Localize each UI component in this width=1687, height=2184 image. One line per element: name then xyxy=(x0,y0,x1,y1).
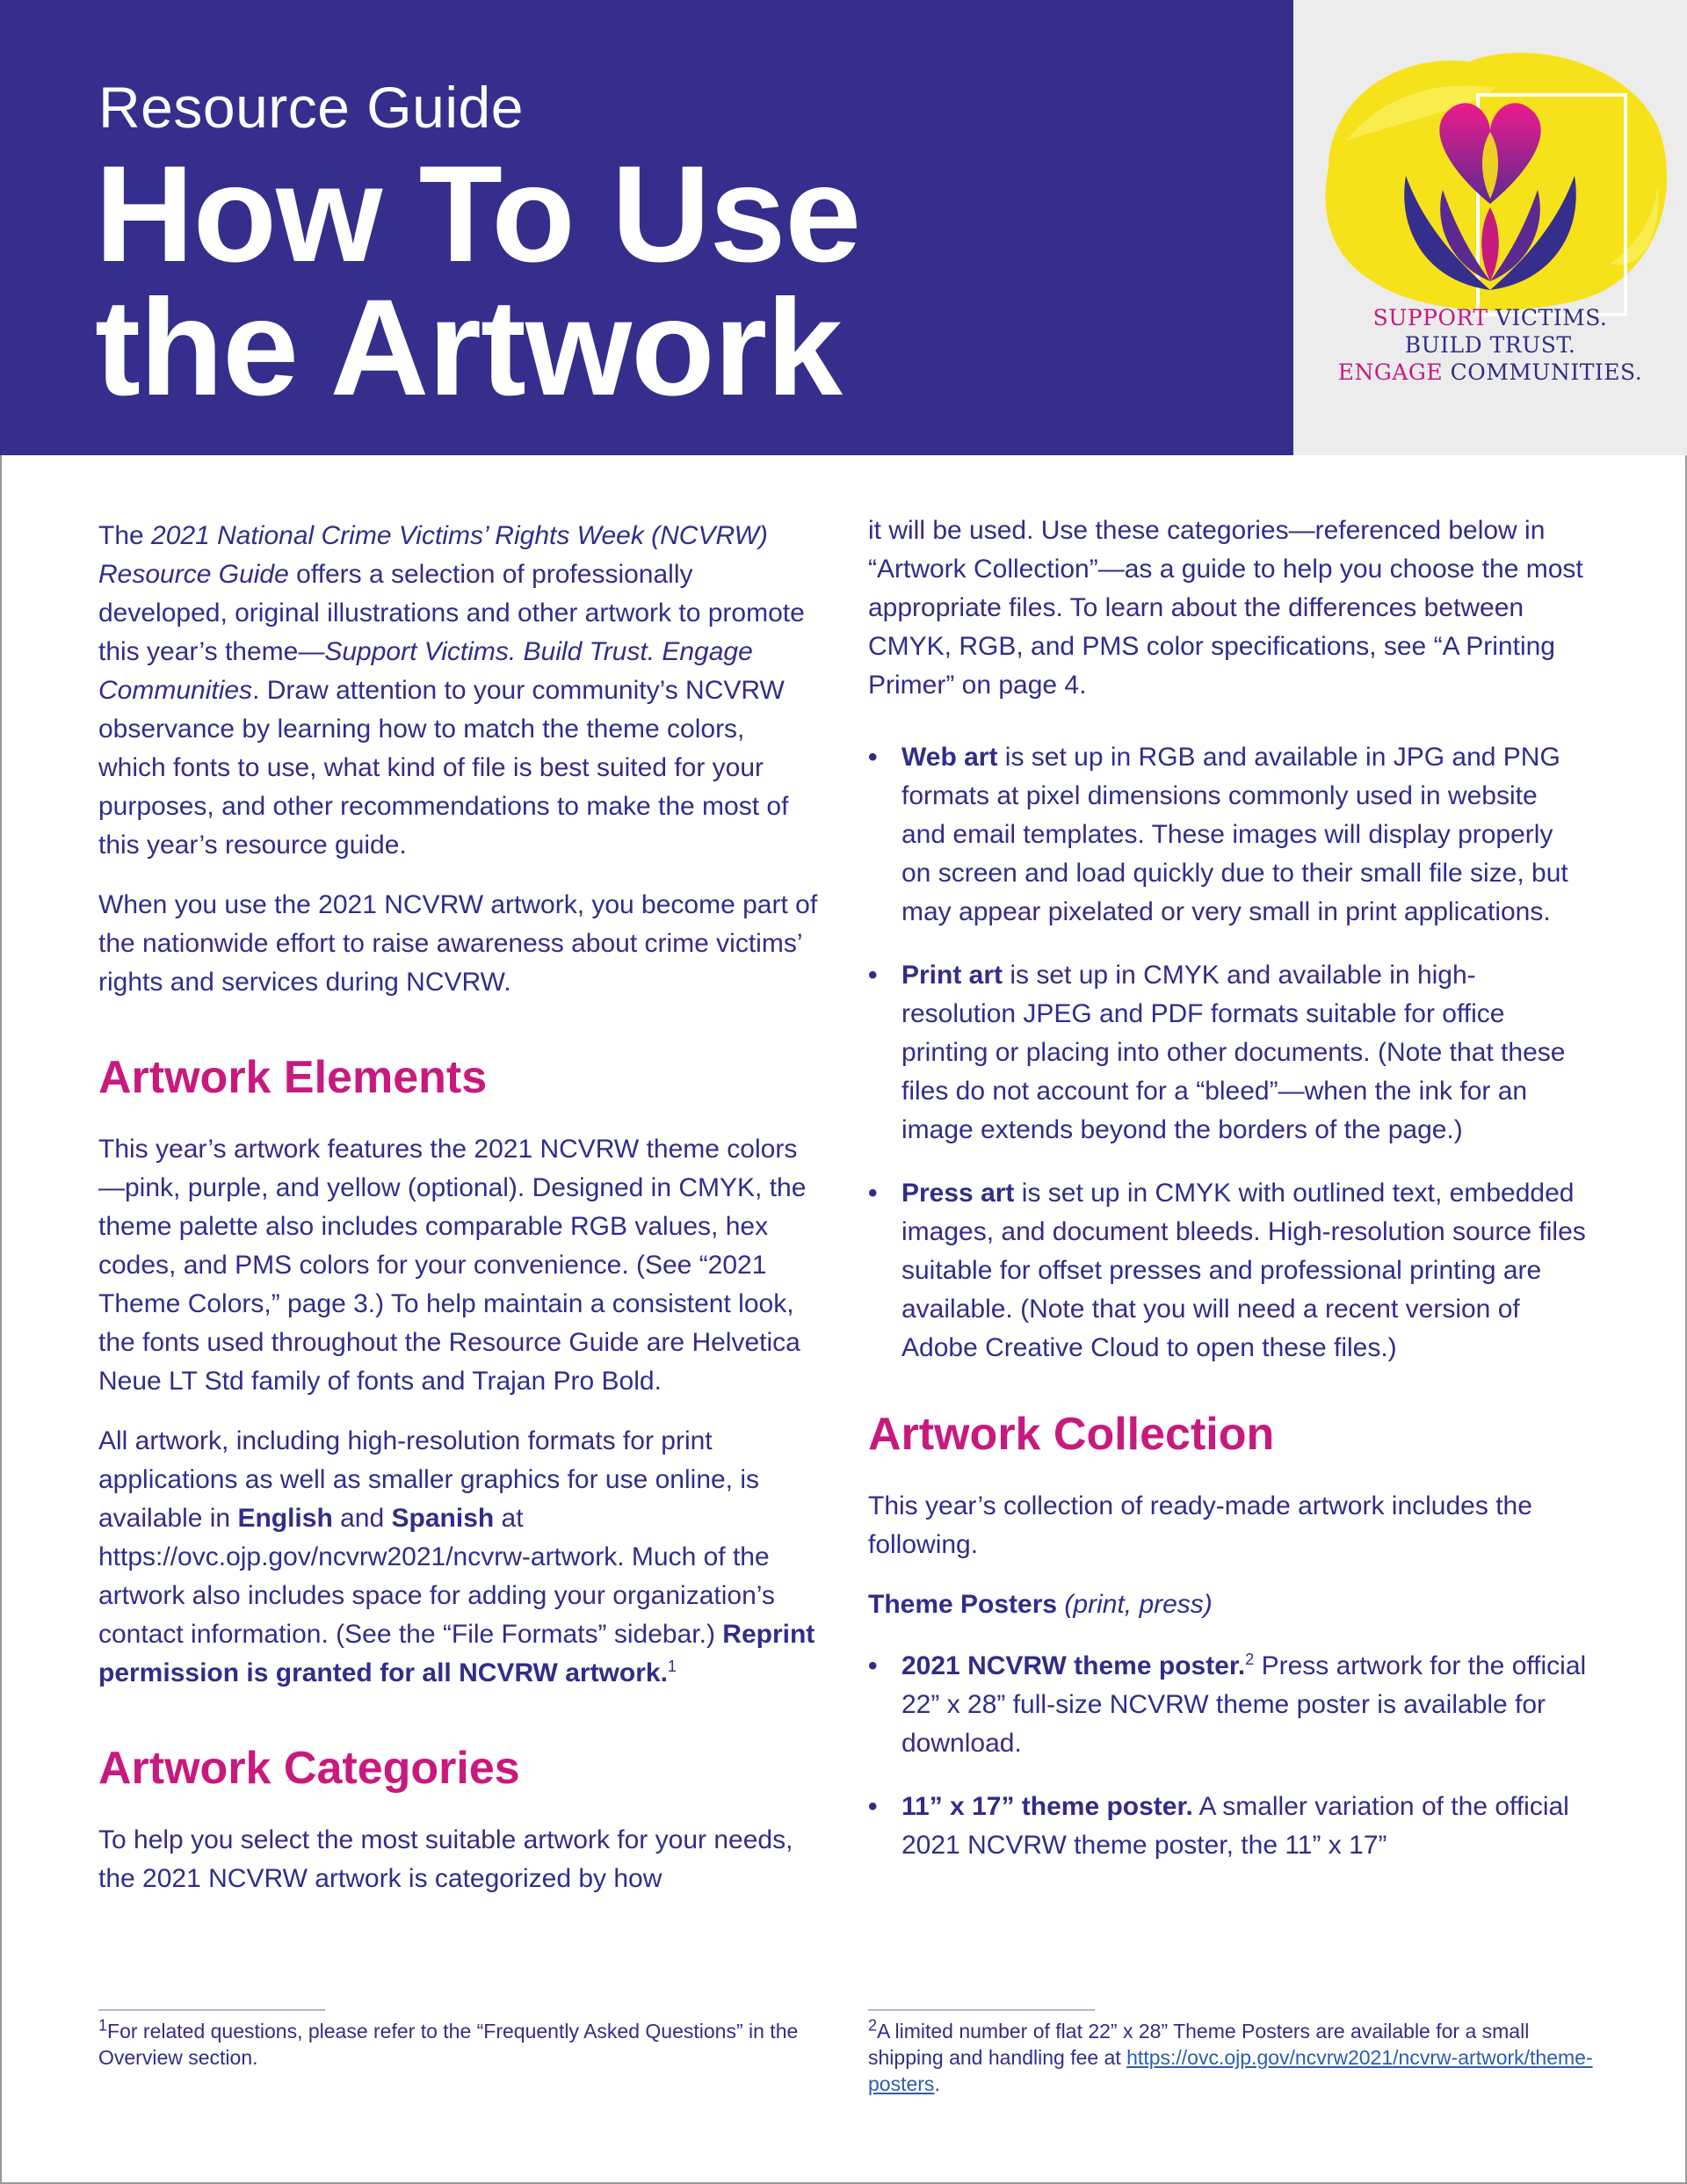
list-item-small-poster xyxy=(868,1788,1589,1865)
list-item-print-art xyxy=(868,956,1589,1150)
intro-guide-title: 2021 National Crime Victims’ Rights Week (NCVRW) Resource Guide xyxy=(98,521,768,589)
availability-text-a: All artwork, including high-resolution formats for print applications as well as smaller graphics for use online, is available in xyxy=(98,1426,760,1533)
categories-paragraph: To help you select the most suitable artwork for your needs, the 2021 NCVRW artwork is categorized by how xyxy=(98,1825,793,1893)
availability-paragraph xyxy=(98,1422,819,1693)
availability-spanish: Spanish xyxy=(391,1504,495,1533)
press-art-text: is set up in CMYK with outlined text, embedded images, and document bleeds. High-resolution source files suitable for offset presses and professional printing are available. (Note that you will need a recent version of Adobe Creative Cloud to open these files.) xyxy=(901,1179,1586,1362)
theme-posters-subheading xyxy=(868,1585,1589,1624)
logo-panel xyxy=(1293,0,1687,455)
poster-list xyxy=(868,1647,1589,1865)
reprint-permission: Reprint permission is granted for all NCVRW artwork. xyxy=(98,1620,815,1687)
availability-english: English xyxy=(237,1504,333,1533)
full-poster-term: 2021 NCVRW theme poster. xyxy=(901,1651,1246,1680)
availability-text-c: and xyxy=(332,1504,392,1533)
web-art-text: is set up in RGB and available in JPG and PNG formats at pixel dimensions commonly used in website and email templates. These images will display properly on screen and load quickly due to their small file size, but may appear pixelated or very small in print applications. xyxy=(901,743,1568,926)
footnote-2-end: . xyxy=(934,2072,940,2095)
press-art-term: Press art xyxy=(901,1179,1015,1208)
print-art-term: Print art xyxy=(901,961,1003,990)
intro-text-c: offers a selection of professionally developed, original illustrations and other artwork to promote this year’s theme— xyxy=(98,560,805,666)
title-line-1: How To Use xyxy=(95,138,861,291)
tagline-support: SUPPORT xyxy=(1372,305,1488,330)
footnote-2-number: 2 xyxy=(868,2016,878,2035)
full-poster-text: Press artwork for the official 22” x 28” full-size NCVRW theme poster is available for download. xyxy=(901,1651,1587,1758)
heading-artwork-categories: Artwork Categories xyxy=(98,1743,520,1794)
intro-theme: Support Victims. Build Trust. Engage Communities xyxy=(98,637,753,705)
footnote-1-text: For related questions, please refer to the “Frequently Asked Questions” in the Overview section. xyxy=(98,2020,799,2069)
page-title xyxy=(95,138,861,424)
heart-lotus-logo-icon xyxy=(1293,0,1687,455)
footnote-divider-left xyxy=(98,2009,325,2011)
small-poster-term: 11” x 17” theme poster. xyxy=(901,1792,1193,1821)
intro-paragraph xyxy=(98,517,819,865)
theme-posters-link[interactable]: https://ovc.ojp.gov/ncvrw2021/ncvrw-artwork/theme-posters xyxy=(868,2046,1593,2095)
theme-posters-label: Theme Posters xyxy=(868,1590,1058,1619)
heading-artwork-collection: Artwork Collection xyxy=(868,1409,1275,1460)
awareness-paragraph: When you use the 2021 NCVRW artwork, you become part of the nationwide effort to raise awareness about crime victims’ rights and services during NCVRW. xyxy=(98,890,818,997)
footnote-ref-2[interactable]: 2 xyxy=(1245,1651,1255,1668)
tagline-line-1 xyxy=(1293,304,1687,331)
tagline-victims: VICTIMS. xyxy=(1495,305,1608,330)
list-item-web-art xyxy=(868,738,1589,932)
web-art-term: Web art xyxy=(901,743,998,772)
tagline-line-2: BUILD TRUST. xyxy=(1404,332,1576,358)
small-poster-text: A smaller variation of the official 2021 NCVRW theme poster, the 11” x 17” xyxy=(901,1792,1569,1860)
footnote-2-text: A limited number of flat 22” x 28” Theme Posters are available for a small shipping and handling fee at xyxy=(868,2020,1530,2069)
title-line-2: the Artwork xyxy=(95,272,842,424)
footnote-1 xyxy=(98,2018,828,2071)
theme-posters-formats: (print, press) xyxy=(1057,1590,1213,1619)
header-banner xyxy=(0,0,1293,455)
list-item-press-art xyxy=(868,1174,1589,1368)
intro-text-a: The xyxy=(98,521,152,550)
elements-paragraph: This year’s artwork features the 2021 NCVRW theme colors—pink, purple, and yellow (optional). Designed in CMYK, the theme palette also includes comparable RGB values, hex codes, and PMS colors for your convenience. (See “2021 Theme Colors,” page 3.) To help maintain a consistent look, the fonts used throughout the Resource Guide are Helvetica Neue LT Std family of fonts and Trajan Pro Bold. xyxy=(98,1135,807,1396)
collection-paragraph: This year’s collection of ready-made artwork includes the following. xyxy=(868,1491,1532,1559)
list-item-full-poster xyxy=(868,1647,1589,1763)
heading-artwork-elements: Artwork Elements xyxy=(98,1052,488,1103)
kicker: Resource Guide xyxy=(98,75,524,140)
footnote-2 xyxy=(868,2018,1597,2097)
footnote-divider-right xyxy=(868,2009,1095,2011)
footnote-ref-1[interactable]: 1 xyxy=(667,1658,677,1675)
right-column xyxy=(868,517,1589,1890)
tagline-communities: COMMUNITIES. xyxy=(1450,359,1643,385)
footnote-1-number: 1 xyxy=(98,2016,108,2035)
intro-text-e: . Draw attention to your community’s NCVRW observance by learning how to match the theme colors, which fonts to use, what kind of file is best suited for your purposes, and other recommendations to make the most of this year’s resource guide. xyxy=(98,676,789,860)
tagline-line-3 xyxy=(1293,359,1687,386)
tagline-engage: ENGAGE xyxy=(1337,359,1444,385)
availability-text-e: at https://ovc.ojp.gov/ncvrw2021/ncvrw-artwork. Much of the artwork also includes space for adding your organization’s contact information. (See the “File Formats” sidebar.) xyxy=(98,1504,775,1649)
category-list xyxy=(868,738,1589,1368)
print-art-text: is set up in CMYK and available in high-resolution JPEG and PDF formats suitable for office printing or placing into other documents. (Note that these files do not account for a “bleed”—when the ink for an image extends beyond the borders of the page.) xyxy=(901,961,1566,1144)
categories-continued-paragraph: it will be used. Use these categories—referenced below in “Artwork Collection”—as a guide to help you choose the most appropriate files. To learn about the differences between CMYK, RGB, and PMS color specifications, see “A Printing Primer” on page 4. xyxy=(868,516,1583,700)
left-column xyxy=(98,517,819,1919)
